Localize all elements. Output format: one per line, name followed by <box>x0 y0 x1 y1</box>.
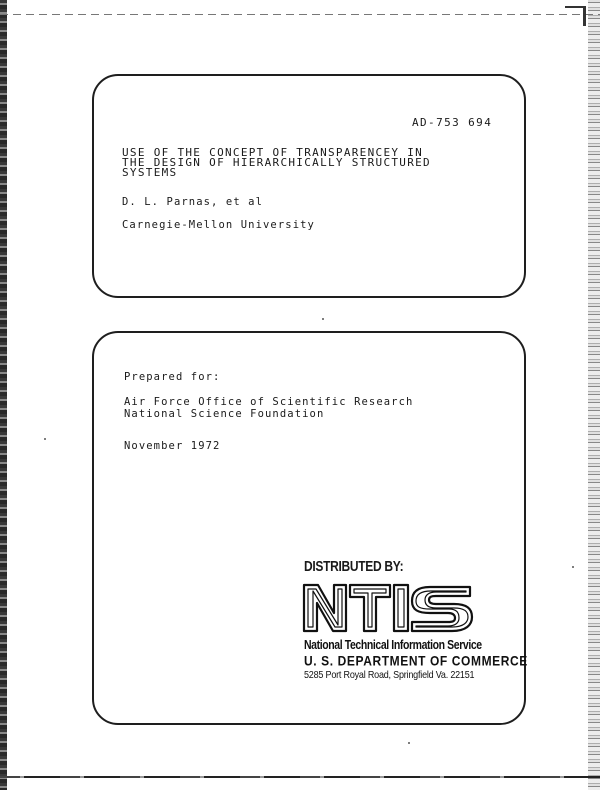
sponsor-panel <box>92 331 526 725</box>
publication-date: November 1972 <box>124 440 221 452</box>
distributed-by-label: DISTRIBUTED BY: <box>304 557 404 575</box>
scan-speck <box>572 566 574 568</box>
report-title-line: SYSTEMS <box>122 166 178 179</box>
report-affiliation: Carnegie-Mellon University <box>122 219 315 231</box>
report-title <box>122 148 431 178</box>
ntis-name: National Technical Information Service <box>304 638 482 653</box>
sponsor-organization: National Science Foundation <box>124 408 325 420</box>
scan-speck <box>408 742 410 744</box>
scan-edge-right <box>588 0 600 790</box>
prepared-for-label: Prepared for: <box>124 371 221 383</box>
report-author: D. L. Parnas, et al <box>122 196 264 208</box>
scan-edge-left <box>0 0 7 790</box>
sponsor-list <box>124 396 413 420</box>
department-name: U. S. DEPARTMENT OF COMMERCE <box>304 653 528 670</box>
ad-number: AD-753 694 <box>412 116 493 129</box>
scan-corner-mark <box>565 6 586 26</box>
ntis-address: 5285 Port Royal Road, Springfield Va. 22151 <box>304 669 475 681</box>
scan-speck <box>322 318 324 320</box>
report-info-panel <box>92 74 526 298</box>
report-title-line: THE DESIGN OF HIERARCHICALLY STRUCTURED <box>122 156 431 169</box>
report-title-line: USE OF THE CONCEPT OF TRANSPARENCEY IN <box>122 146 424 159</box>
scan-edge-top <box>0 14 600 15</box>
ntis-logo <box>298 581 478 635</box>
sponsor-organization: Air Force Office of Scientific Research <box>124 396 414 408</box>
scan-edge-bottom <box>0 776 600 778</box>
scan-speck <box>44 438 46 440</box>
